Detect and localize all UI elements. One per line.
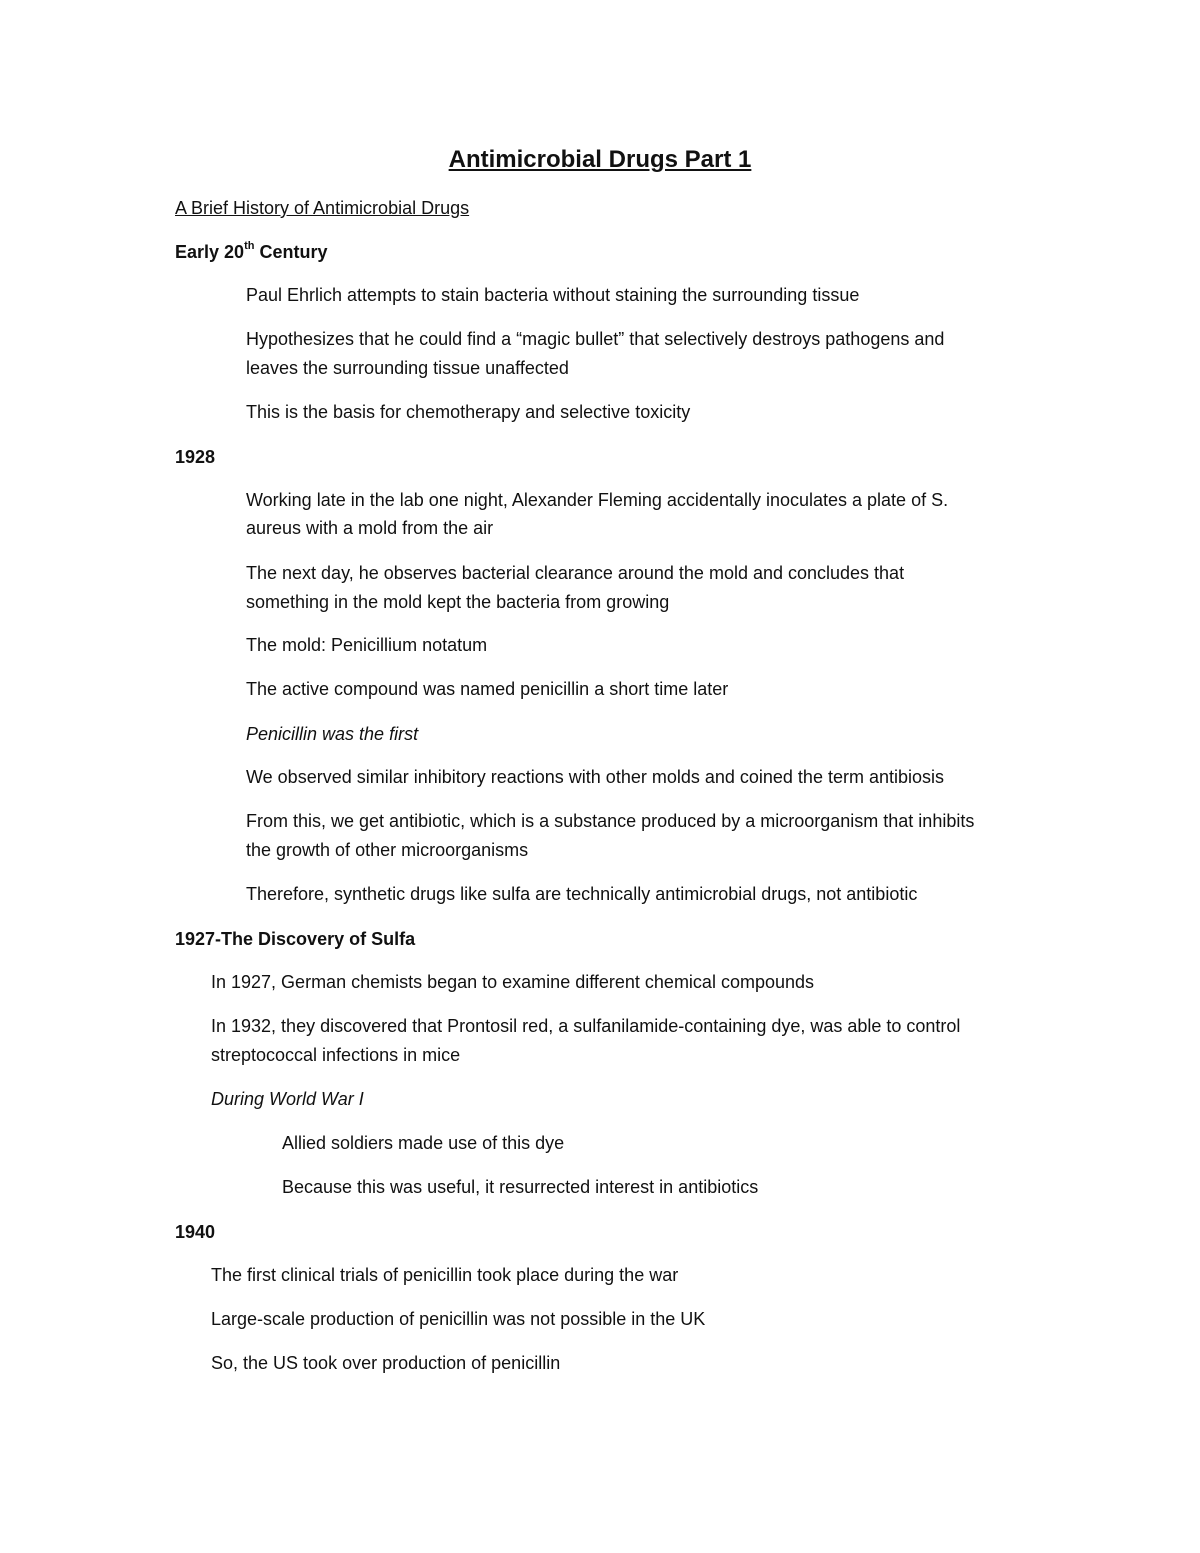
paragraph-nested: Because this was useful, it resurrected interest in antibiotics bbox=[282, 1177, 759, 1197]
heading-superscript: th bbox=[244, 240, 255, 252]
paragraph: The active compound was named penicillin a short time later bbox=[246, 679, 729, 699]
paragraph-continued: aureus with a mold from the air bbox=[246, 518, 494, 538]
heading-text: Early 20 bbox=[175, 242, 245, 262]
paragraph: So, the US took over production of penicillin bbox=[211, 1353, 561, 1373]
section-heading-early-20th-century bbox=[175, 242, 327, 263]
paragraph: This is the basis for chemotherapy and selective toxicity bbox=[246, 402, 691, 422]
paragraph-continued: something in the mold kept the bacteria from growing bbox=[246, 592, 670, 612]
paragraph: We observed similar inhibitory reactions with other molds and coined the term antibiosis bbox=[246, 767, 944, 787]
paragraph: Large-scale production of penicillin was not possible in the UK bbox=[211, 1309, 706, 1329]
page-title: Antimicrobial Drugs Part 1 bbox=[448, 146, 752, 173]
section-heading-1940: 1940 bbox=[175, 1222, 216, 1242]
paragraph: The next day, he observes bacterial clearance around the mold and concludes that bbox=[246, 563, 905, 583]
paragraph: Therefore, synthetic drugs like sulfa are technically antimicrobial drugs, not antibiotic bbox=[246, 884, 918, 904]
heading-text-rest: Century bbox=[254, 242, 328, 262]
paragraph-continued: the growth of other microorganisms bbox=[246, 840, 529, 860]
paragraph: Hypothesizes that he could find a “magic bullet” that selectively destroys pathogens and bbox=[246, 329, 945, 349]
paragraph-continued: leaves the surrounding tissue unaffected bbox=[246, 358, 569, 378]
paragraph: The mold: Penicillium notatum bbox=[246, 635, 488, 655]
paragraph: In 1932, they discovered that Prontosil red, a sulfanilamide-containing dye, was able to control bbox=[211, 1016, 961, 1036]
paragraph-nested: Allied soldiers made use of this dye bbox=[282, 1133, 565, 1153]
section-heading-discovery-of-sulfa: 1927-The Discovery of Sulfa bbox=[175, 929, 416, 949]
section-heading-1928: 1928 bbox=[175, 447, 216, 467]
paragraph: Working late in the lab one night, Alexander Fleming accidentally inoculates a plate of S. bbox=[246, 490, 949, 510]
page-subtitle: A Brief History of Antimicrobial Drugs bbox=[175, 198, 470, 218]
paragraph: From this, we get antibiotic, which is a substance produced by a microorganism that inhibits bbox=[246, 811, 975, 831]
paragraph: In 1927, German chemists began to examine different chemical compounds bbox=[211, 972, 814, 992]
paragraph-italic: Penicillin was the first bbox=[246, 724, 419, 744]
paragraph-continued: streptococcal infections in mice bbox=[211, 1045, 461, 1065]
paragraph: Paul Ehrlich attempts to stain bacteria without staining the surrounding tissue bbox=[246, 285, 860, 305]
paragraph: The first clinical trials of penicillin took place during the war bbox=[211, 1265, 679, 1285]
paragraph-italic: During World War I bbox=[211, 1089, 364, 1109]
